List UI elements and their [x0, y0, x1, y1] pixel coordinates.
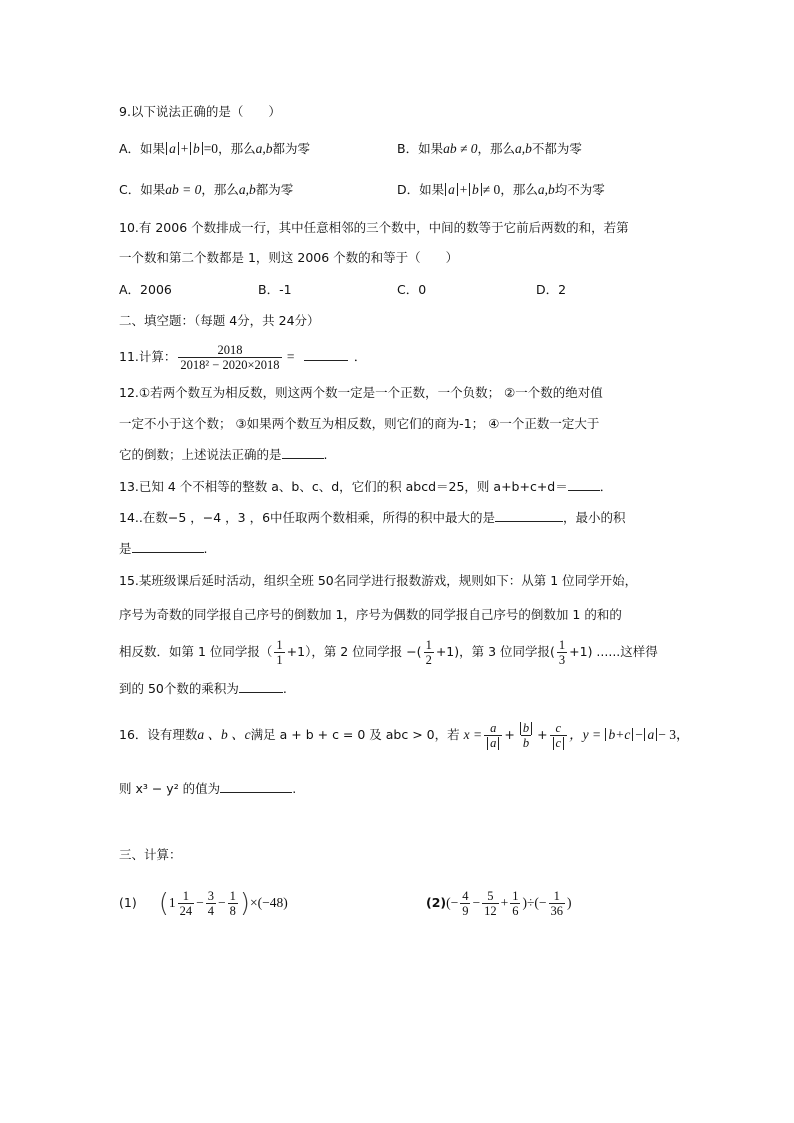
q9-stem: 9.以下说法正确的是（ ） — [119, 104, 281, 119]
q15-line1: 15.某班级课后延时活动，组织全班 50名同学进行报数游戏，规则如下：从第 1 位同学开始， — [119, 573, 638, 588]
q9-row-cd — [119, 181, 719, 199]
q10-option-a: A．2006 — [119, 282, 172, 297]
q14-line1: 14..在数−5 ，−4 ，3 ，6中任取两个数相乘，所得的积中最大的是 ，最小的积 — [119, 510, 626, 525]
q15-fraction-1: $\frac{1}{1}$ — [276, 638, 283, 667]
q14-max-blank[interactable] — [495, 509, 563, 522]
q15-fraction-3: $\frac{1}{3}$ — [558, 638, 566, 667]
q10-option-c: C．0 — [397, 282, 427, 297]
q12-line2: 一定不小于这个数； ③如果两个数互为相反数，则它们的商为-1； ④一个正数一定大于 — [119, 416, 600, 431]
calc-1: (1) (1 $\frac{1}{24}$ − $\frac{3}{4}$ − $\frac{1}{8}$ )×(−48) — [119, 888, 288, 919]
q13: 13.已知 4 个不相等的整数 a、b、c、d，它们的积 abcd＝25，则 a+b+c+d＝ ． — [119, 479, 613, 494]
q9-option-c: C．如果ab = 0，那么a,b都为零 — [119, 182, 294, 197]
q16-line1: 16．设有理数a 、b 、c满足 a + b + c = 0 及 abc > 0，若 x = $\frac{a}{a}$ + $\frac{b}{b}$ + $\frac{c}{c}$ ，y = b+c − a − 3， — [119, 721, 690, 750]
q11-answer-blank[interactable] — [304, 348, 348, 361]
q15-fraction-2: $\frac{1}{2}$ — [425, 638, 432, 667]
q9-option-d: D．如果 a + b ≠ 0，那么a,b均不为零 — [397, 182, 605, 197]
q10-options — [119, 281, 719, 299]
q10-option-b: B．-1 — [258, 282, 292, 297]
q12-answer-blank[interactable] — [282, 446, 324, 459]
section-3-heading: 三、计算： — [119, 847, 182, 862]
q15-line4: 到的 50个数的乘积为 . — [119, 681, 287, 696]
q13-answer-blank[interactable] — [568, 478, 600, 491]
section-2-heading: 二、填空题：（每题 4分，共 24分） — [119, 313, 320, 328]
q11: 11.计算： $\frac{2018}{\text{2018² − 2020×2018}}$ = ． — [119, 343, 367, 372]
q16-frac-a: $\frac{a}{a}$ — [484, 721, 502, 750]
q16-line2: 则 x³ − y² 的值为 . — [119, 781, 297, 796]
q15-line3: 相反数．如第 1 位同学报（ $\frac{1}{1}$ +1），第 2 位同学报 −( $\frac{1}{2}$ +1)，第 3 位同学报( $\frac{1}{3}$ +1) ......这样得 — [119, 638, 658, 667]
q9-option-b: B．如果ab ≠ 0，那么a,b不都为零 — [397, 141, 582, 156]
q9-option-a: A．如果 a + b =0，那么a,b都为零 — [119, 141, 310, 156]
q16-answer-blank[interactable] — [220, 780, 292, 793]
q12-line3: 它的倒数；上述说法正确的是 . — [119, 447, 328, 462]
q16-frac-c: $\frac{c}{c}$ — [550, 721, 568, 750]
q15-answer-blank[interactable] — [239, 680, 283, 693]
q12-line1: 12.①若两个数互为相反数，则这两个数一定是一个正数，一个负数； ②一个数的绝对值 — [119, 385, 603, 400]
q14-min-blank[interactable] — [132, 540, 204, 553]
q10-line2: 一个数和第二个数都是 1，则这 2006 个数的和等于（ ） — [119, 250, 459, 265]
q16-frac-b: $\frac{b}{b}$ — [517, 721, 535, 750]
calc-2: (2)(− $\frac{4}{9}$ − $\frac{5}{12}$ + $\frac{1}{6}$ )÷(− $\frac{1}{36}$ ) — [426, 889, 572, 918]
q14-line2: 是 . — [119, 541, 208, 556]
q15-line2: 序号为奇数的同学报自己序号的倒数加 1，序号为偶数的同学报自己序号的倒数加 1 的和的 — [119, 607, 622, 622]
q11-fraction: $\frac{2018}{\text{2018² − 2020×2018}}$ — [180, 343, 280, 372]
q9-row-ab — [119, 140, 719, 158]
q10-line1: 10.有 2006 个数排成一行，其中任意相邻的三个数中，中间的数等于它前后两数的和，若第 — [119, 220, 629, 235]
q10-option-d: D．2 — [536, 282, 567, 297]
